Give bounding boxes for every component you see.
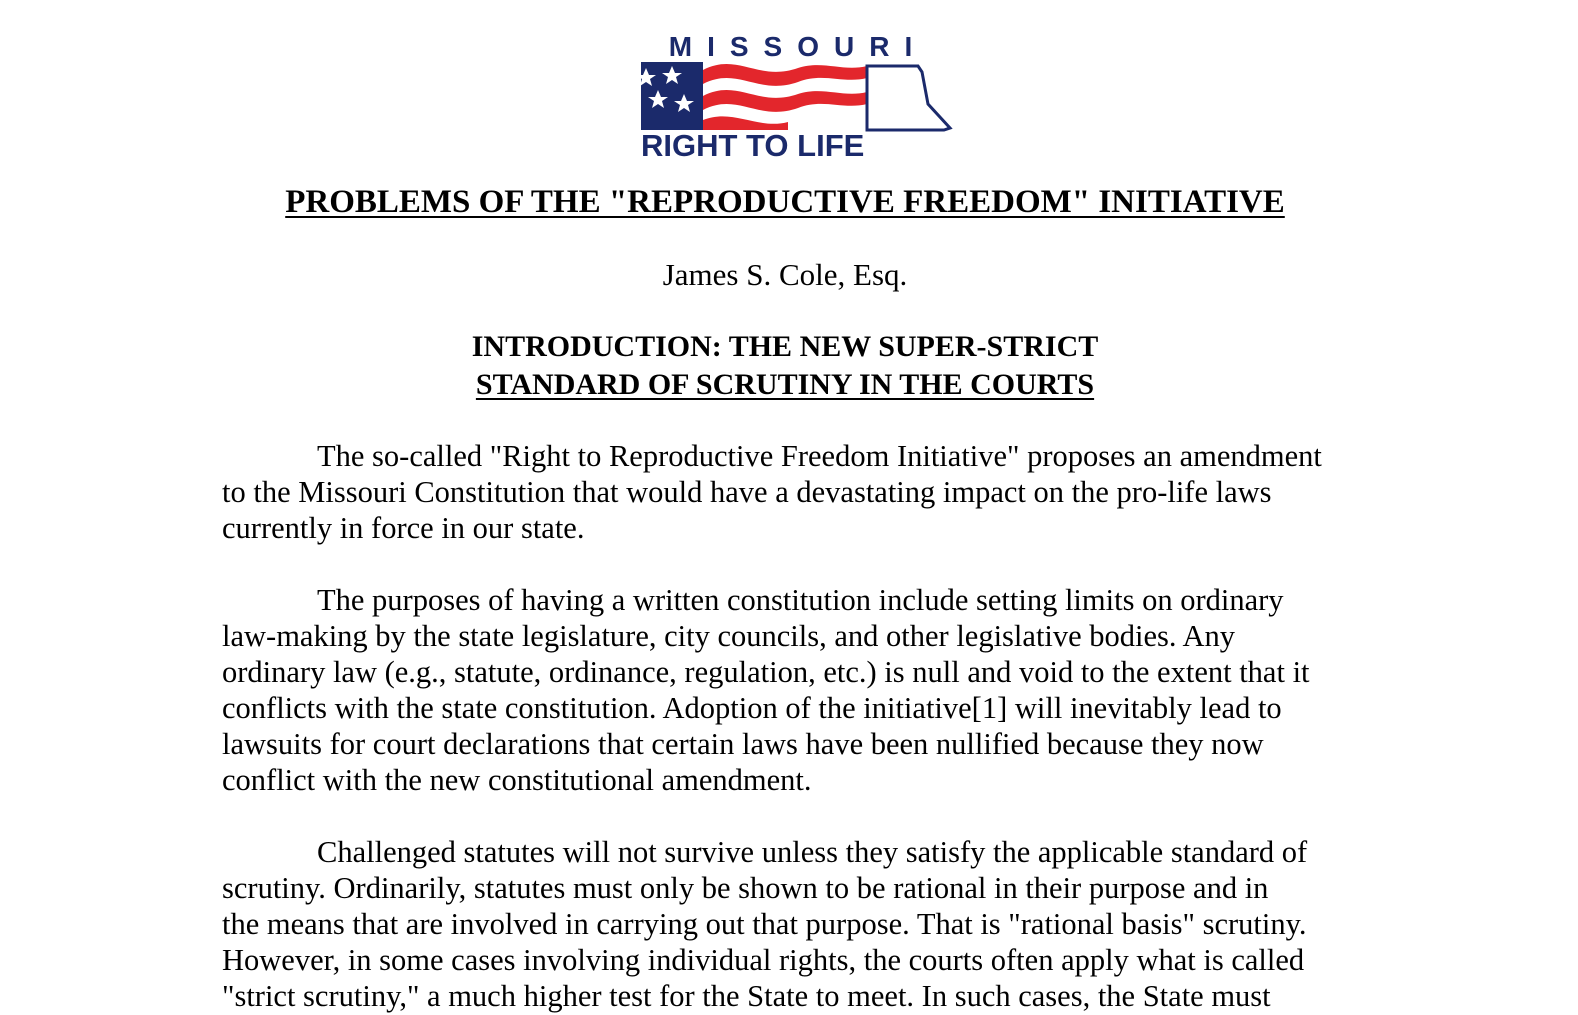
paragraph-line: "strict scrutiny," a much higher test for the State to meet. In such cases, the State must — [222, 979, 1271, 1013]
paragraph-line: scrutiny. Ordinarily, statutes must only be shown to be rational in their purpose and in — [222, 871, 1269, 905]
paragraph-line: The purposes of having a written constitution include setting limits on ordinary — [317, 583, 1284, 617]
section-heading — [0, 328, 1570, 404]
paragraph — [222, 438, 1382, 546]
paragraph-line: ordinary law (e.g., statute, ordinance, regulation, etc.) is null and void to the extent that it — [222, 655, 1310, 689]
document-body — [222, 438, 1382, 1015]
paragraph-line: law-making by the state legislature, city councils, and other legislative bodies. Any — [222, 619, 1236, 653]
logo-bottom-text: RIGHT TO LIFE — [641, 128, 865, 162]
paragraph-line: currently in force in our state. — [222, 511, 585, 545]
paragraph-line: However, in some cases involving individual rights, the courts often apply what is called — [222, 943, 1305, 977]
paragraph-line: to the Missouri Constitution that would have a devastating impact on the pro-life laws — [222, 475, 1272, 509]
section-heading-line-1: INTRODUCTION: THE NEW SUPER-STRICT — [471, 330, 1099, 363]
paragraph-line: lawsuits for court declarations that certain laws have been nullified because they now — [222, 727, 1264, 761]
paragraph-line: the means that are involved in carrying out that purpose. That is "rational basis" scrutiny. — [222, 907, 1307, 941]
section-heading-line-2: STANDARD OF SCRUTINY IN THE COURTS — [475, 368, 1095, 401]
missouri-right-to-life-logo — [638, 32, 958, 162]
paragraph — [222, 834, 1382, 1014]
document-title: PROBLEMS OF THE "REPRODUCTIVE FREEDOM" INITIATIVE — [285, 184, 1285, 220]
paragraph-line: conflicts with the state constitution. Adoption of the initiative[1] will inevitably lead to — [222, 691, 1282, 725]
author-line: James S. Cole, Esq. — [662, 257, 908, 292]
paragraph-line: Challenged statutes will not survive unless they satisfy the applicable standard of — [317, 835, 1308, 869]
logo-top-text: MISSOURI — [668, 32, 928, 62]
paragraph-line: conflict with the new constitutional amendment. — [222, 763, 812, 797]
paragraph-line: The so-called "Right to Reproductive Freedom Initiative" proposes an amendment — [317, 439, 1322, 473]
paragraph — [222, 582, 1382, 798]
